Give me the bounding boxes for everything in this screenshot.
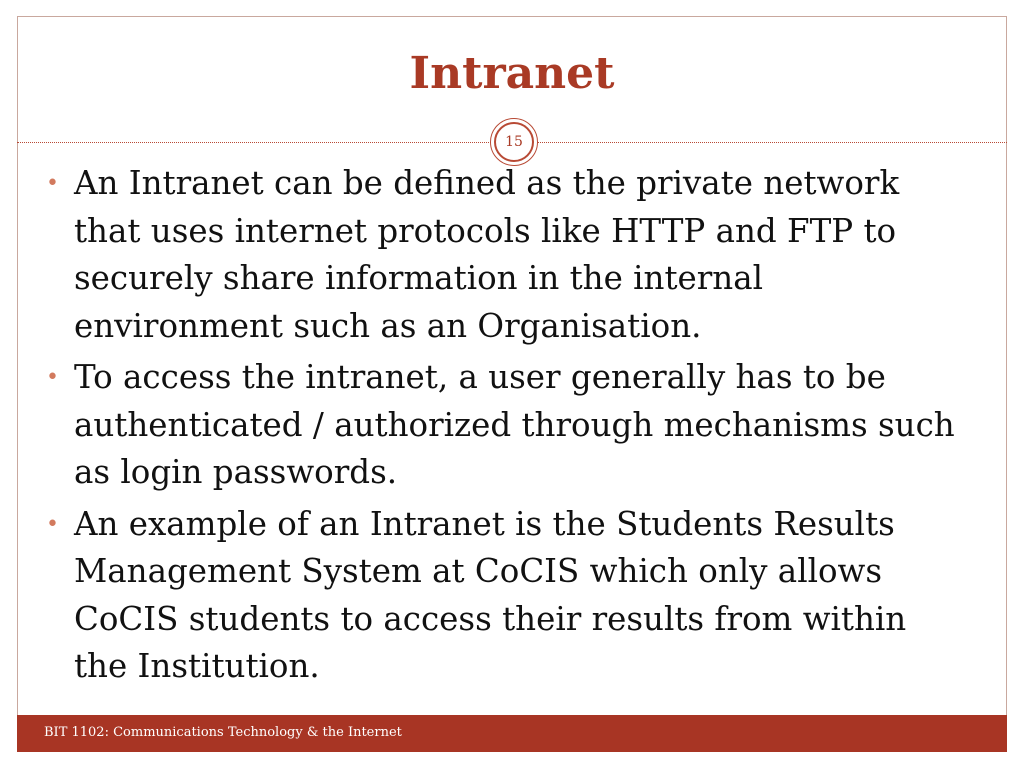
bullet-text: An Intranet can be defined as the private network that uses internet protocols like HTTP and FTP to securely share information in the internal environment such as an Organisation. [74, 164, 900, 345]
bullet-icon: • [46, 171, 59, 196]
bullet-item [44, 160, 964, 350]
bullet-icon: • [46, 511, 59, 537]
slide-title: Intranet [409, 48, 615, 99]
bullet-text: An example of an Intranet is the Students Results Management System at CoCIS which only allows CoCIS students to access their results from within the Institution. [74, 504, 907, 685]
bullet-item [44, 354, 964, 497]
bullet-list [44, 160, 964, 695]
bullet-icon: • [46, 365, 59, 390]
footer-bar [17, 715, 1007, 752]
bullet-item [44, 501, 964, 691]
bullet-text: To access the intranet, a user generally has to be authenticated / authorized through mechanisms such as login passwords. [74, 358, 955, 491]
footer-course-title: BIT 1102: Communications Technology & the Internet [44, 725, 402, 740]
slide-number: 15 [494, 122, 534, 162]
slide-number-badge [490, 118, 538, 166]
